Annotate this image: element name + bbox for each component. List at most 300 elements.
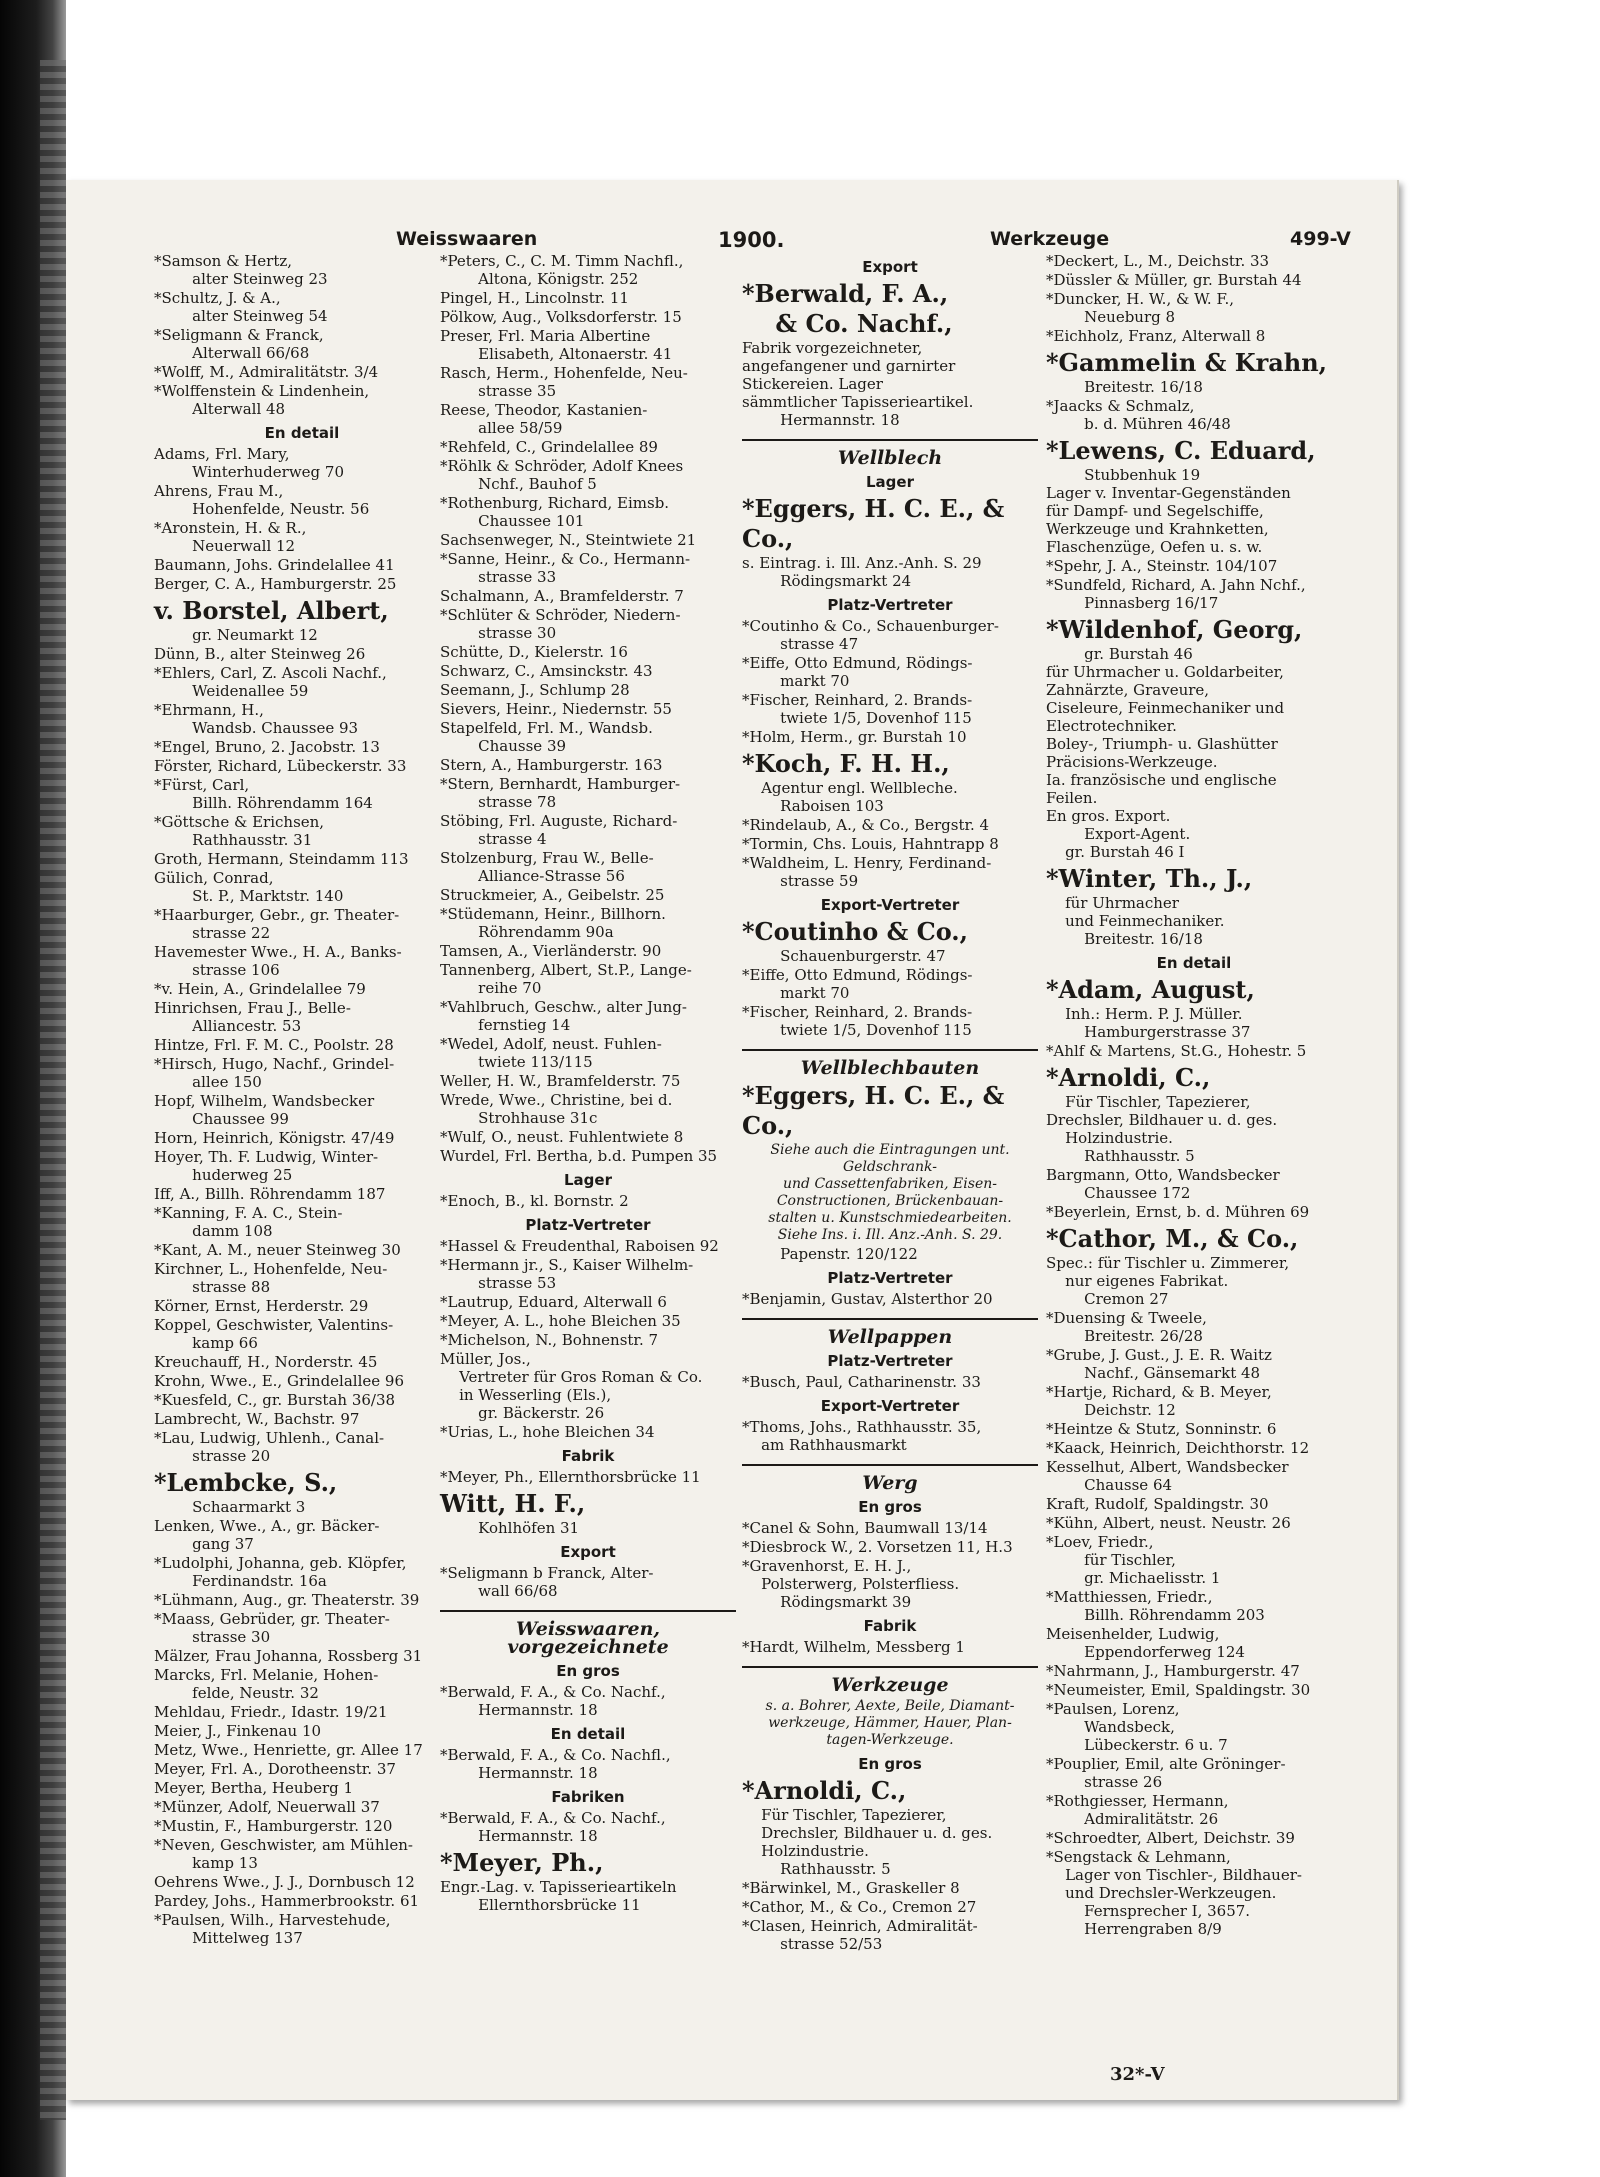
entry-text: *Matthiessen, Friedr., Billh. Röhrendamm 203 <box>1046 1588 1265 1624</box>
entry-text: *Wolff, M., Admiralitätstr. 3/4 <box>154 363 379 381</box>
entry-text: *Heintze & Stutz, Sonninstr. 6 <box>1046 1420 1277 1438</box>
reference-note <box>742 1142 1038 1244</box>
entry-text: Hinrichsen, Frau J., Belle- Alliancestr. 53 <box>154 999 351 1035</box>
directory-entry <box>440 998 736 1034</box>
directory-entry <box>1046 1383 1342 1419</box>
entry-detail: Engr.-Lag. v. Tapisserieartikeln Ellernthorsbrücke 11 <box>440 1878 677 1914</box>
entry-text: *Lautrup, Eduard, Alterwall 6 <box>440 1293 667 1311</box>
header-right: Werkzeuge <box>990 228 1110 250</box>
section-heading: Lager <box>866 473 914 491</box>
entry-text: s. a. Bohrer, Aexte, Beile, Diamant- werkzeuge, Hämmer, Hauer, Plan- tagen-Werkzeuge. <box>765 1698 1015 1748</box>
directory-entry <box>154 575 450 593</box>
entry-text: *Hassel & Freudenthal, Raboisen 92 <box>440 1237 719 1255</box>
directory-entry <box>1046 576 1342 612</box>
directory-entry <box>1046 1420 1342 1438</box>
entry-text: *Gammelin & Krahn, <box>1046 348 1328 377</box>
entry-text: Bargmann, Otto, Wandsbecker Chaussee 172 <box>1046 1166 1280 1202</box>
section-heading: Fabrik <box>561 1447 615 1465</box>
directory-entry <box>154 1372 450 1390</box>
directory-entry <box>742 1776 1038 1878</box>
entry-text: *Schlüter & Schröder, Niedern- strasse 30 <box>440 606 681 642</box>
directory-entry <box>742 1879 1038 1897</box>
entry-text: *Hirsch, Hugo, Nachf., Grindel- allee 150 <box>154 1055 395 1091</box>
entry-text: *Wolffenstein & Lindenhein, Alterwall 48 <box>154 382 370 418</box>
entry-text: Pölkow, Aug., Volksdorferstr. 15 <box>440 308 682 326</box>
directory-entry <box>154 1148 450 1184</box>
directory-entry <box>154 1741 450 1759</box>
directory-entry <box>742 1898 1038 1916</box>
spine-binding <box>40 60 66 2120</box>
entry-text: Iff, A., Billh. Röhrendamm 187 <box>154 1185 386 1203</box>
directory-entry <box>154 1185 450 1203</box>
entry-text: Baumann, Johs. Grindelallee 41 <box>154 556 395 574</box>
entry-text: *Hartje, Richard, & B. Meyer, Deichstr. 12 <box>1046 1383 1272 1419</box>
entry-text: Papenstr. 120/122 <box>742 1245 918 1263</box>
directory-entry <box>154 943 450 979</box>
entry-text: *Urias, L., hohe Bleichen 34 <box>440 1423 655 1441</box>
category-title: Wellblechbauten <box>742 1049 1038 1077</box>
column-4 <box>1046 252 1342 1939</box>
entry-detail: s. Eintrag. i. Ill. Anz.-Anh. S. 29 Rödingsmarkt 24 <box>742 554 982 590</box>
entry-text: *Ehlers, Carl, Z. Ascoli Nachf., Weidenallee 59 <box>154 664 387 700</box>
entry-text: *Loev, Friedr., für Tischler, gr. Michaelisstr. 1 <box>1046 1533 1221 1587</box>
directory-entry <box>154 363 450 381</box>
directory-entry <box>440 308 736 326</box>
directory-entry <box>1046 1700 1342 1754</box>
directory-entry <box>154 738 450 756</box>
entry-text: Koppel, Geschwister, Valentins- kamp 66 <box>154 1316 394 1352</box>
entry-text: *Winter, Th., J., <box>1046 864 1253 893</box>
entry-text: *Deckert, L., M., Deichstr. 33 <box>1046 252 1270 270</box>
entry-text: Hoyer, Th. F. Ludwig, Winter- huderweg 25 <box>154 1148 379 1184</box>
entry-text: *Schroedter, Albert, Deichstr. 39 <box>1046 1829 1295 1847</box>
entry-text: Gülich, Conrad, St. P., Marktstr. 140 <box>154 869 344 905</box>
entry-text: *Kuesfeld, C., gr. Burstah 36/38 <box>154 1391 396 1409</box>
directory-entry <box>1046 1458 1342 1494</box>
entry-text: *Fischer, Reinhard, 2. Brands- twiete 1/5, Dovenhof 115 <box>742 691 973 727</box>
entry-text: *Rindelaub, A., & Co., Bergstr. 4 <box>742 816 990 834</box>
entry-text: Struckmeier, A., Geibelstr. 25 <box>440 886 665 904</box>
directory-entry <box>742 1290 1038 1308</box>
entry-text: *Kanning, F. A. C., Stein- damm 108 <box>154 1204 343 1240</box>
entry-text: *Neumeister, Emil, Spaldingstr. 30 <box>1046 1681 1311 1699</box>
entry-text: *Enoch, B., kl. Bornstr. 2 <box>440 1192 629 1210</box>
directory-entry <box>742 691 1038 727</box>
directory-entry <box>440 327 736 363</box>
directory-entry <box>1046 1346 1342 1382</box>
entry-text: *Duensing & Tweele, Breitestr. 26/28 <box>1046 1309 1207 1345</box>
entry-text: Kraft, Rudolf, Spaldingstr. 30 <box>1046 1495 1269 1513</box>
directory-entry <box>154 1468 450 1516</box>
entry-text: *Gravenhorst, E. H. J., Polsterwerg, Polsterfliess. Rödingsmarkt 39 <box>742 1557 960 1611</box>
directory-entry <box>440 1746 736 1782</box>
entry-text: Körner, Ernst, Herderstr. 29 <box>154 1297 369 1315</box>
directory-entry <box>154 1429 450 1465</box>
section-heading: Platz-Vertreter <box>827 1269 953 1287</box>
directory-entry <box>742 1418 1038 1454</box>
directory-entry <box>154 445 450 481</box>
directory-entry <box>1046 1203 1342 1221</box>
directory-entry <box>154 701 450 737</box>
directory-entry <box>440 812 736 848</box>
directory-entry <box>154 1517 450 1553</box>
entry-text: *Cathor, M., & Co., <box>1046 1224 1299 1253</box>
directory-entry <box>154 1391 450 1409</box>
directory-entry <box>154 252 450 288</box>
section-heading: Platz-Vertreter <box>827 596 953 614</box>
directory-entry <box>742 1081 1038 1141</box>
directory-entry <box>154 906 450 942</box>
entry-detail: Fabrik vorgezeichneter, angefangener und garnirter Stickereien. Lager sämmtlicher Tapisserieartikel. Hermannstr. 18 <box>742 339 974 429</box>
entry-detail: Agentur engl. Wellbleche. Raboisen 103 <box>761 779 958 815</box>
entry-text: Tannenberg, Albert, St.P., Lange- reihe 70 <box>440 961 692 997</box>
directory-entry <box>154 1666 450 1702</box>
entry-text: *Rehfeld, C., Grindelallee 89 <box>440 438 658 456</box>
column-2 <box>440 252 736 1915</box>
directory-entry <box>154 1241 450 1259</box>
entry-text: Tamsen, A., Vierländerstr. 90 <box>440 942 662 960</box>
entry-text: *Adam, August, <box>1046 975 1255 1004</box>
directory-entry <box>440 364 736 400</box>
book-spine <box>0 0 66 2177</box>
directory-entry <box>440 886 736 904</box>
entry-text: *Eggers, H. C. E., & Co., <box>742 1081 1013 1140</box>
directory-entry <box>440 1035 736 1071</box>
entry-text: *Engel, Bruno, 2. Jacobstr. 13 <box>154 738 380 756</box>
directory-entry <box>154 1703 450 1721</box>
directory-entry <box>1046 327 1342 345</box>
entry-text: *Meyer, Ph., Ellernthorsbrücke 11 <box>440 1468 701 1486</box>
directory-entry <box>1046 557 1342 575</box>
entry-text: *Düssler & Müller, gr. Burstah 44 <box>1046 271 1302 289</box>
directory-entry <box>154 1260 450 1296</box>
entry-text: *Pouplier, Emil, alte Gröninger- strasse 26 <box>1046 1755 1286 1791</box>
signature-mark: 32*-V <box>1110 2064 1165 2085</box>
directory-entry <box>440 1848 736 1914</box>
directory-entry <box>1046 864 1342 948</box>
category-title: Wellpappen <box>742 1318 1038 1346</box>
entry-text: Meisenhelder, Ludwig, Eppendorferweg 124 <box>1046 1625 1245 1661</box>
directory-entry <box>440 775 736 811</box>
directory-entry <box>440 1564 736 1600</box>
directory-entry <box>154 1036 450 1054</box>
entry-text: *Münzer, Adolf, Neuerwall 37 <box>154 1798 380 1816</box>
entry-text: Meyer, Bertha, Heuberg 1 <box>154 1779 354 1797</box>
entry-text: *Wulf, O., neust. Fuhlentwiete 8 <box>440 1128 684 1146</box>
directory-entry <box>742 728 1038 746</box>
entry-text: *Kaack, Heinrich, Deichthorstr. 12 <box>1046 1439 1310 1457</box>
directory-entry <box>440 849 736 885</box>
entry-text: *Benjamin, Gustav, Alsterthor 20 <box>742 1290 993 1308</box>
entry-text: *Samson & Hertz, alter Steinweg 23 <box>154 252 328 288</box>
directory-entry <box>440 289 736 307</box>
entry-text: *Hardt, Wilhelm, Messberg 1 <box>742 1638 965 1656</box>
directory-entry <box>440 1423 736 1441</box>
directory-entry <box>154 645 450 663</box>
entry-text: *Maass, Gebrüder, gr. Theater- strasse 30 <box>154 1610 390 1646</box>
directory-entry <box>154 1055 450 1091</box>
directory-entry <box>154 999 450 1035</box>
directory-entry <box>154 1873 450 1891</box>
entry-detail: Inh.: Herm. P. J. Müller. Hamburgerstrasse 37 <box>1065 1005 1251 1041</box>
section-heading: Export <box>862 258 918 276</box>
directory-entry <box>742 835 1038 853</box>
directory-entry <box>154 1410 450 1428</box>
entry-text: *Beyerlein, Ernst, b. d. Mühren 69 <box>1046 1203 1310 1221</box>
directory-entry <box>440 1809 736 1845</box>
directory-entry <box>440 961 736 997</box>
section-heading: En detail <box>264 424 340 442</box>
entry-text: *Lewens, C. Eduard, <box>1046 436 1316 465</box>
directory-entry <box>154 1591 450 1609</box>
directory-entry <box>440 1331 736 1349</box>
directory-entry <box>440 587 736 605</box>
entry-text: Kesselhut, Albert, Wandsbecker Chausse 64 <box>1046 1458 1289 1494</box>
directory-entry <box>1046 1533 1342 1587</box>
entry-text: *Haarburger, Gebr., gr. Theater- strasse 22 <box>154 906 400 942</box>
directory-entry <box>742 1538 1038 1556</box>
directory-entry <box>1046 1309 1342 1345</box>
entry-text: *Eichholz, Franz, Alterwall 8 <box>1046 327 1266 345</box>
section-heading: Export-Vertreter <box>820 896 960 914</box>
section-heading: Export-Vertreter <box>820 1397 960 1415</box>
entry-text: *Sundfeld, Richard, A. Jahn Nchf., Pinnasberg 16/17 <box>1046 576 1306 612</box>
directory-entry <box>1046 1755 1342 1791</box>
section-heading: Lager <box>564 1171 612 1189</box>
entry-text: *Wedel, Adolf, neust. Fuhlen- twiete 113/115 <box>440 1035 662 1071</box>
section-heading: Export <box>560 1543 616 1561</box>
directory-entry <box>154 556 450 574</box>
directory-entry <box>440 1091 736 1127</box>
entry-text: *Sanne, Heinr., & Co., Hermann- strasse 33 <box>440 550 691 586</box>
directory-entry <box>154 757 450 775</box>
directory-entry <box>154 519 450 555</box>
directory-entry <box>742 854 1038 890</box>
directory-entry <box>154 289 450 325</box>
entry-text: Weller, H. W., Bramfelderstr. 75 <box>440 1072 681 1090</box>
entry-text: *Nahrmann, J., Hamburgerstr. 47 <box>1046 1662 1300 1680</box>
directory-entry <box>440 662 736 680</box>
entry-text: Mälzer, Frau Johanna, Rossberg 31 <box>154 1647 423 1665</box>
directory-entry <box>440 1683 736 1719</box>
entry-text: Havemester Wwe., H. A., Banks- strasse 106 <box>154 943 402 979</box>
header-left: Weisswaaren <box>396 228 538 250</box>
directory-entry <box>154 1817 450 1835</box>
entry-text: Lenken, Wwe., A., gr. Bäcker- gang 37 <box>154 1517 380 1553</box>
directory-entry <box>1046 1681 1342 1699</box>
directory-entry <box>154 1798 450 1816</box>
section-heading: En detail <box>550 1725 626 1743</box>
entry-text: *Mustin, F., Hamburgerstr. 120 <box>154 1817 393 1835</box>
directory-entry <box>154 1836 450 1872</box>
entry-text: *Sengstack & Lehmann, Lager von Tischler-, Bildhauer- und Drechsler-Werkzeugen. Fernsprecher I, 3657. Herrengraben 8/9 <box>1046 1848 1302 1938</box>
directory-entry <box>1046 348 1342 396</box>
entry-text: Schütte, D., Kielerstr. 16 <box>440 643 628 661</box>
entry-text: Adams, Frl. Mary, Winterhuderweg 70 <box>154 445 344 481</box>
section-heading: En gros <box>858 1498 922 1516</box>
directory-entry <box>1046 615 1342 861</box>
entry-text: *Eggers, H. C. E., & Co., <box>742 494 1013 553</box>
entry-text: *Meyer, A. L., hohe Bleichen 35 <box>440 1312 681 1330</box>
entry-text: *Ehrmann, H., Wandsb. Chaussee 93 <box>154 701 359 737</box>
entry-text: *Kant, A. M., neuer Steinweg 30 <box>154 1241 401 1259</box>
directory-entry <box>154 596 450 644</box>
entry-text: Seemann, J., Schlump 28 <box>440 681 630 699</box>
entry-text: Krohn, Wwe., E., Grindelallee 96 <box>154 1372 404 1390</box>
entry-text: *Berwald, F. A., & Co. Nachf., Hermannstr. 18 <box>440 1683 666 1719</box>
entry-detail: Kohlhöfen 31 <box>440 1519 580 1537</box>
entry-text: *Berwald, F. A., & Co. Nachf., Hermannstr. 18 <box>440 1809 666 1845</box>
entry-text: Kirchner, L., Hohenfelde, Neu- strasse 88 <box>154 1260 388 1296</box>
directory-entry <box>1046 1063 1342 1165</box>
directory-entry <box>154 1353 450 1371</box>
directory-entry <box>742 617 1038 653</box>
entry-text: *Peters, C., C. M. Timm Nachfl., Altona, Königstr. 252 <box>440 252 684 288</box>
entry-text: Pingel, H., Lincolnstr. 11 <box>440 289 629 307</box>
directory-entry <box>1046 1166 1342 1202</box>
entry-text: *Aronstein, H. & R., Neuerwall 12 <box>154 519 307 555</box>
directory-entry <box>440 1256 736 1292</box>
entry-text: *Eiffe, Otto Edmund, Rödings- markt 70 <box>742 654 973 690</box>
directory-entry <box>1046 1224 1342 1308</box>
entry-text: Müller, Jos., Vertreter für Gros Roman & Co. in Wesserling (Els.), gr. Bäckerstr. 26 <box>440 1350 703 1422</box>
directory-entry <box>440 606 736 642</box>
directory-entry <box>154 1297 450 1315</box>
directory-entry <box>154 1129 450 1147</box>
entry-text: *Vahlbruch, Geschw., alter Jung- fernstieg 14 <box>440 998 687 1034</box>
directory-entry <box>1046 252 1342 270</box>
directory-entry <box>440 401 736 437</box>
entry-detail: Für Tischler, Tapezierer, Drechsler, Bildhauer u. d. ges. Holzindustrie. Rathhausstr. 5 <box>761 1806 993 1878</box>
entry-text: *Kühn, Albert, neust. Neustr. 26 <box>1046 1514 1291 1532</box>
page-number: 499-V <box>1290 228 1351 250</box>
directory-entry <box>1046 1042 1342 1060</box>
directory-entry <box>440 252 736 288</box>
section-heading: Fabrik <box>863 1617 917 1635</box>
entry-text: *Seligmann b Franck, Alter- wall 66/68 <box>440 1564 654 1600</box>
reference-note <box>742 1698 1038 1749</box>
category-title: Wellblech <box>742 439 1038 467</box>
entry-text: *Rothenburg, Richard, Eimsb. Chaussee 101 <box>440 494 670 530</box>
directory-entry <box>742 494 1038 590</box>
directory-entry <box>1046 1662 1342 1680</box>
entry-detail: gr. Burstah 46 für Uhrmacher u. Goldarbeiter, Zahnärzte, Graveure, Ciseleure, Feinmechaniker und Electrotechniker. Boley-, Triumph- u. Glashütter Präcisions-Werkzeuge. Ia. französische und englische Feilen. En gros. Export. Export-Agent. gr. Burstah 46 I <box>1046 645 1285 861</box>
directory-entry <box>1046 397 1342 433</box>
entry-text: *Michelson, N., Bohnenstr. 7 <box>440 1331 659 1349</box>
entry-text: *Berwald, F. A., & Co. Nachfl., Hermannstr. 18 <box>440 1746 671 1782</box>
entry-text: Stolzenburg, Frau W., Belle- Alliance-Strasse 56 <box>440 849 654 885</box>
directory-entry <box>154 326 450 362</box>
entry-text: Sachsenweger, N., Steintwiete 21 <box>440 531 697 549</box>
entry-detail: Breitestr. 16/18 <box>1046 378 1203 396</box>
entry-text: Sievers, Heinr., Niedernstr. 55 <box>440 700 672 718</box>
directory-entry <box>440 1147 736 1165</box>
directory-entry <box>1046 1625 1342 1661</box>
entry-text: *Thoms, Johs., Rathhausstr. 35, am Rathhausmarkt <box>742 1418 982 1454</box>
entry-text: Witt, H. F., <box>440 1489 586 1518</box>
entry-text: Marcks, Frl. Melanie, Hohen- felde, Neustr. 32 <box>154 1666 379 1702</box>
entry-text: *v. Hein, A., Grindelallee 79 <box>154 980 366 998</box>
entry-text: *Spehr, J. A., Steinstr. 104/107 <box>1046 557 1278 575</box>
directory-entry <box>440 1350 736 1422</box>
directory-entry <box>440 457 736 493</box>
entry-text: Förster, Richard, Lübeckerstr. 33 <box>154 757 407 775</box>
entry-detail: Schauenburgerstr. 47 <box>742 947 946 965</box>
directory-entry <box>742 1557 1038 1611</box>
directory-entry <box>742 1245 1038 1263</box>
entry-text: Meier, J., Finkenau 10 <box>154 1722 322 1740</box>
section-heading: Platz-Vertreter <box>525 1216 651 1234</box>
entry-text: *Röhlk & Schröder, Adolf Knees Nchf., Bauhof 5 <box>440 457 684 493</box>
directory-entry <box>1046 1848 1342 1938</box>
directory-entry <box>440 1468 736 1486</box>
entry-text: Schwarz, C., Amsinckstr. 43 <box>440 662 653 680</box>
entry-text: Stöbing, Frl. Auguste, Richard- strasse 4 <box>440 812 678 848</box>
entry-text: *Fürst, Carl, Billh. Röhrendamm 164 <box>154 776 373 812</box>
directory-entry <box>154 1911 450 1947</box>
directory-entry <box>154 1316 450 1352</box>
entry-text: *Ahlf & Martens, St.G., Hohestr. 5 <box>1046 1042 1307 1060</box>
entry-detail: Für Tischler, Tapezierer, Drechsler, Bildhauer u. d. ges. Holzindustrie. Rathhausstr. 5 <box>1046 1093 1278 1165</box>
entry-text: Wrede, Wwe., Christine, bei d. Strohhause 31c <box>440 1091 673 1127</box>
entry-text: Hopf, Wilhelm, Wandsbecker Chaussee 99 <box>154 1092 375 1128</box>
entry-detail: gr. Neumarkt 12 <box>154 626 318 644</box>
directory-entry <box>154 1779 450 1797</box>
entry-text: Kreuchauff, H., Norderstr. 45 <box>154 1353 378 1371</box>
entry-text: Horn, Heinrich, Königstr. 47/49 <box>154 1129 395 1147</box>
entry-text: *Lau, Ludwig, Uhlenh., Canal- strasse 20 <box>154 1429 385 1465</box>
directory-entry <box>742 279 1038 429</box>
directory-entry <box>742 749 1038 815</box>
directory-entry <box>154 1610 450 1646</box>
entry-text: *Rothgiesser, Hermann, Admiralitätstr. 26 <box>1046 1792 1229 1828</box>
directory-entry <box>154 850 450 868</box>
entry-text: *Stüdemann, Heinr., Billhorn. Röhrendamm 90a <box>440 905 666 941</box>
directory-entry <box>742 816 1038 834</box>
entry-text: Siehe auch die Eintragungen unt. Geldschrank- und Cassettenfabriken, Eisen- Constructionen, Brückenbauan- stalten u. Kunstschmiedearbeiten. Siehe Ins. i. Ill. Anz.-Anh. S. 29. <box>768 1142 1012 1243</box>
entry-detail: Spec.: für Tischler u. Zimmerer, nur eigenes Fabrikat. Cremon 27 <box>1046 1254 1290 1308</box>
entry-text: *Berwald, F. A., & Co. Nachf., <box>742 279 953 338</box>
directory-entry <box>154 382 450 418</box>
directory-entry <box>1046 1829 1342 1847</box>
section-heading: En detail <box>1156 954 1232 972</box>
entry-text: *Grube, J. Gust., J. E. R. Waitz Nachf., Gänsemarkt 48 <box>1046 1346 1272 1382</box>
entry-text: Metz, Wwe., Henriette, gr. Allee 17 <box>154 1741 423 1759</box>
section-heading: Platz-Vertreter <box>827 1352 953 1370</box>
directory-entry <box>742 654 1038 690</box>
entry-text: Dünn, B., alter Steinweg 26 <box>154 645 366 663</box>
directory-entry <box>154 1760 450 1778</box>
entry-text: *Tormin, Chs. Louis, Hahntrapp 8 <box>742 835 999 853</box>
directory-entry <box>1046 1588 1342 1624</box>
entry-text: *Koch, F. H. H., <box>742 749 950 778</box>
directory-entry <box>154 482 450 518</box>
entry-text: *Holm, Herm., gr. Burstah 10 <box>742 728 967 746</box>
directory-entry <box>154 1554 450 1590</box>
entry-text: Ahrens, Frau M., Hohenfelde, Neustr. 56 <box>154 482 370 518</box>
directory-entry <box>154 1204 450 1240</box>
entry-text: Wurdel, Frl. Bertha, b.d. Pumpen 35 <box>440 1147 718 1165</box>
directory-entry <box>1046 436 1342 556</box>
entry-text: Mehldau, Friedr., Idastr. 19/21 <box>154 1703 388 1721</box>
directory-entry <box>742 966 1038 1002</box>
entry-detail: Stubbenhuk 19 Lager v. Inventar-Gegenständen für Dampf- und Segelschiffe, Werkzeuge und Krahnketten, Flaschenzüge, Oefen u. s. w. <box>1046 466 1291 556</box>
directory-entry <box>1046 271 1342 289</box>
column-3 <box>742 252 1038 1954</box>
entry-text: *Arnoldi, C., <box>742 1776 907 1805</box>
entry-text: *Jaacks & Schmalz, b. d. Mühren 46/48 <box>1046 397 1231 433</box>
directory-entry <box>742 1373 1038 1391</box>
